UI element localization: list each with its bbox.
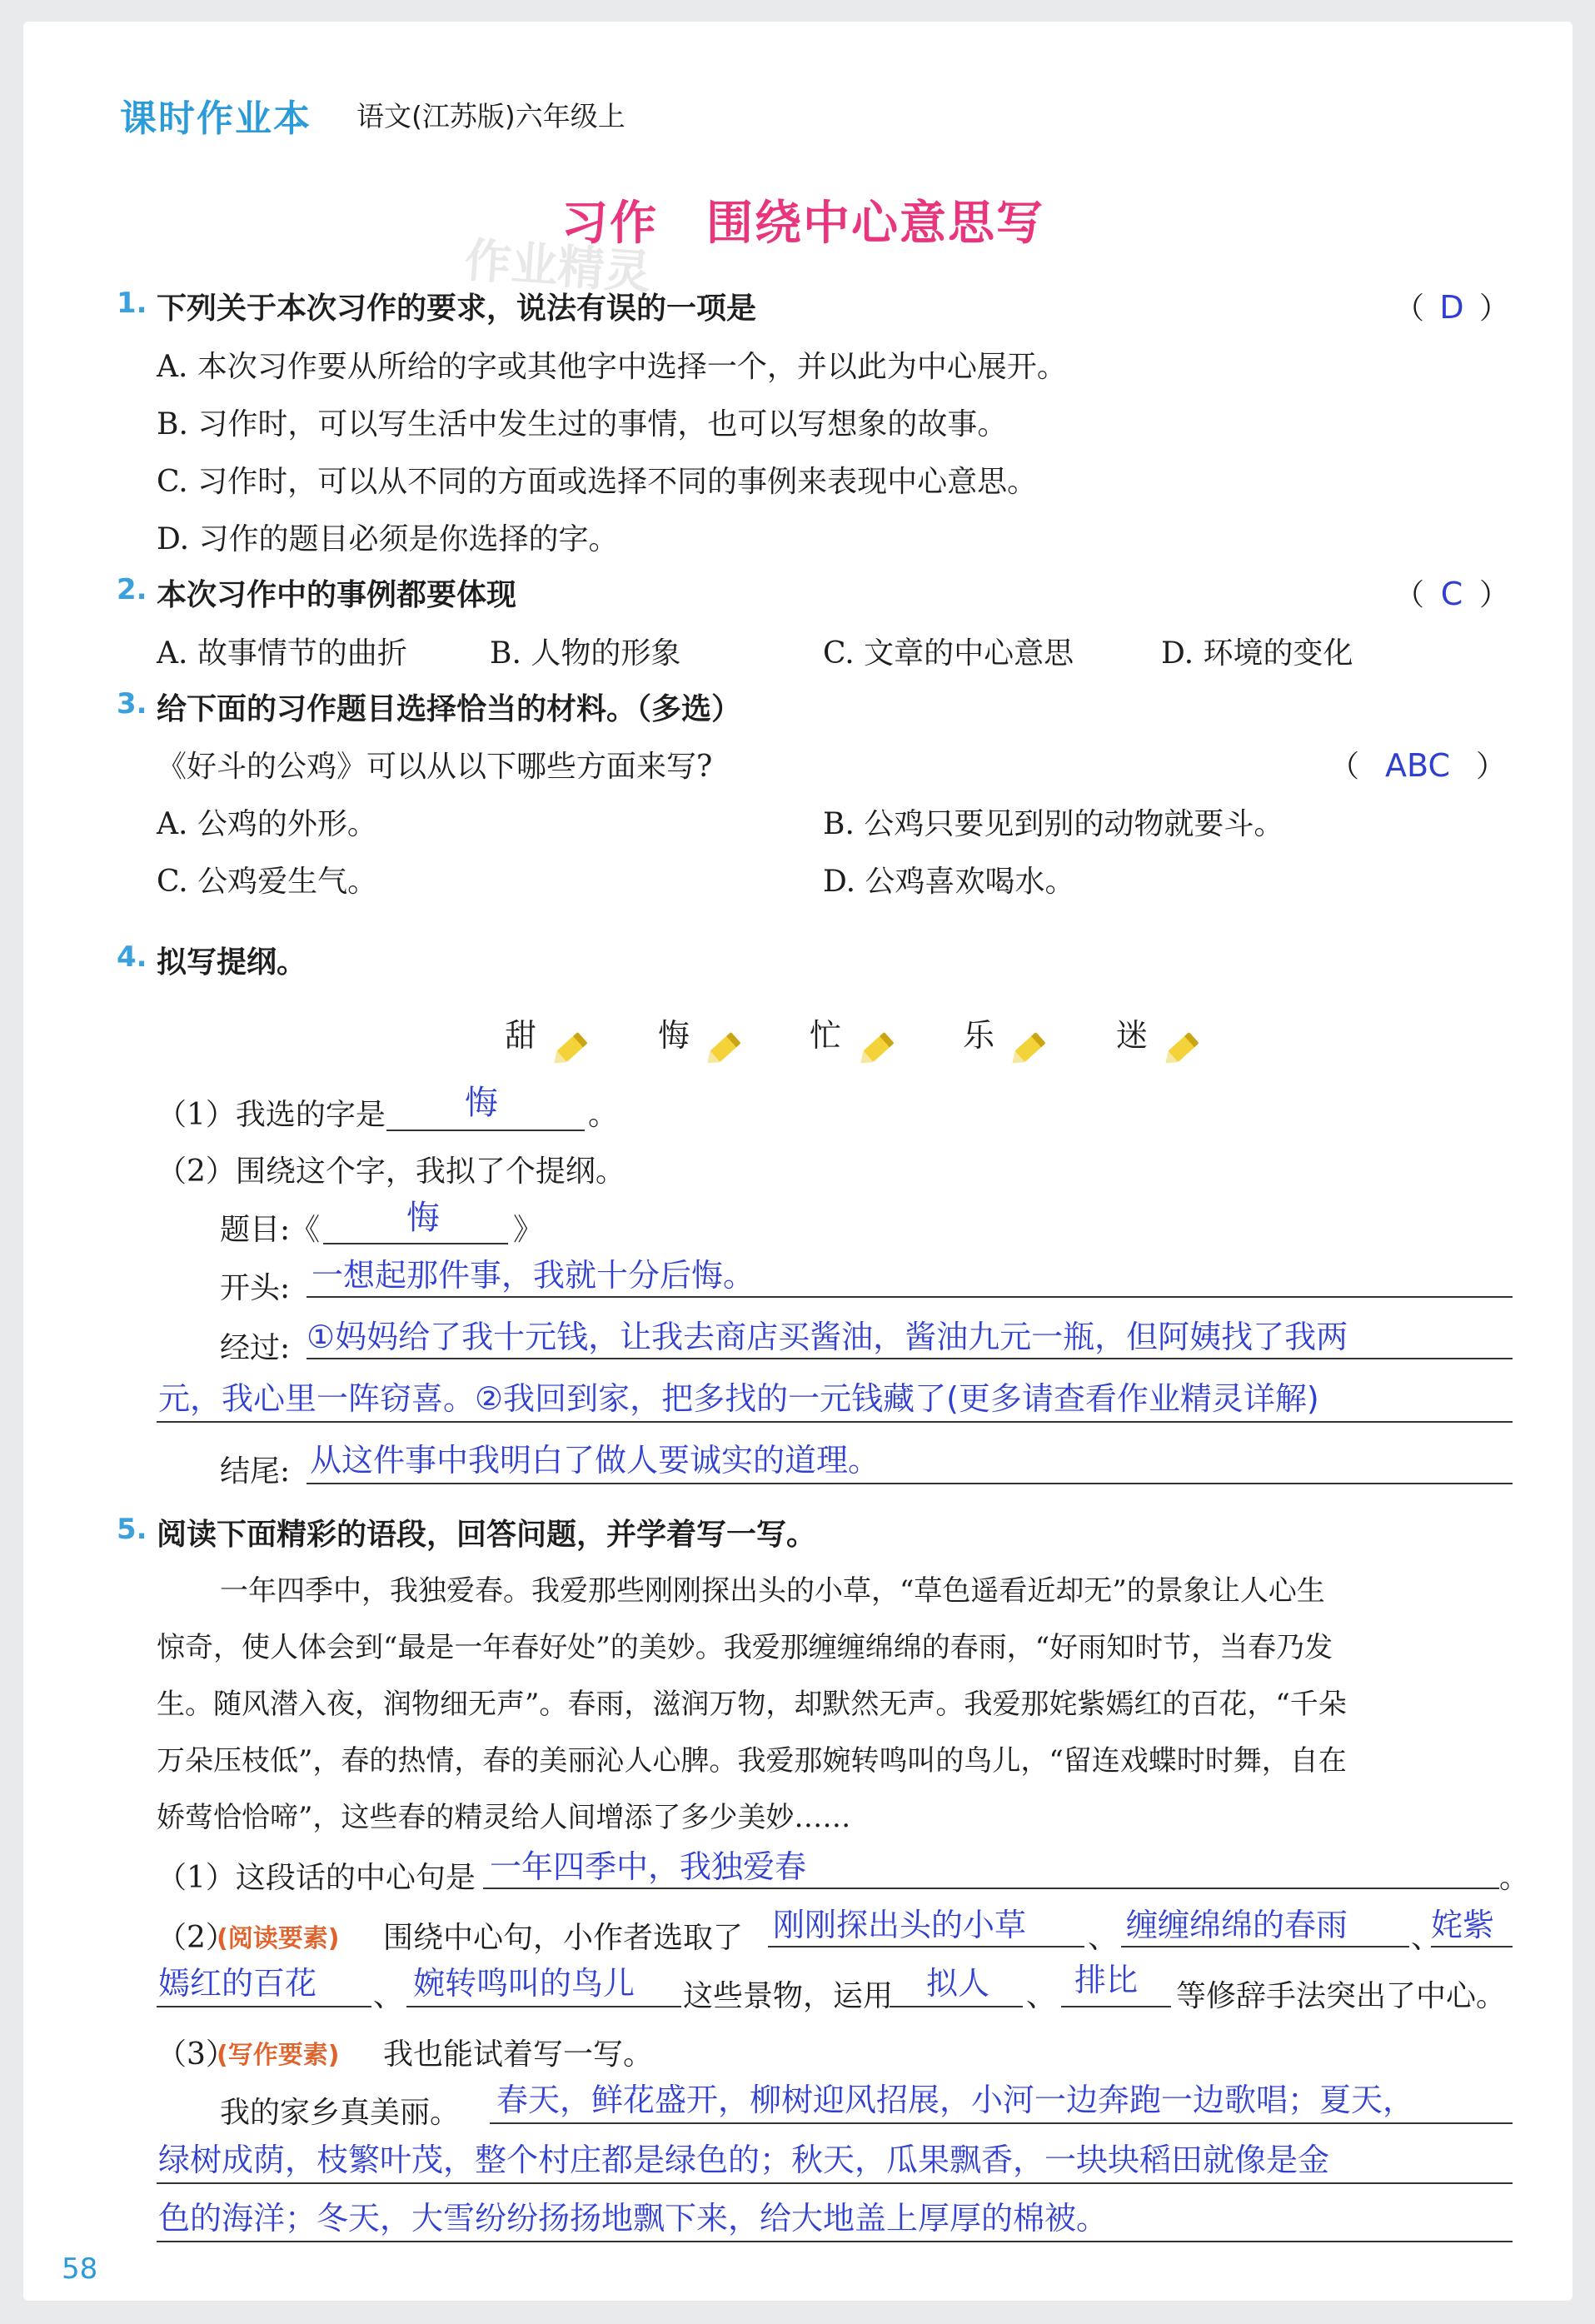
char-choice-4: 乐 (963, 1017, 995, 1054)
page-number: 58 (62, 2252, 98, 2286)
q5-part2-end: 等修辞手法突出了中心。 (1176, 1979, 1507, 2013)
blank-line (406, 2006, 681, 2007)
char-choice-5: 迷 (1116, 1017, 1149, 1054)
q5-part3-writing-line1: 春天，鲜花盛开，柳树迎风招展，小河一边奔跑一边歌唱；夏天， (496, 2082, 1415, 2118)
q3-answer-bracket: （ ABC ） (1329, 747, 1507, 784)
q2-answer: C (1440, 576, 1463, 612)
q3-stem: 给下面的习作题目选择恰当的材料。（多选） (157, 692, 742, 726)
q5-part3-lead: 我的家乡真美丽。 (220, 2096, 461, 2130)
blank-line (1121, 1946, 1409, 1947)
brand-title: 课时作业本 (120, 97, 312, 140)
blank-line (157, 2182, 1513, 2184)
q3-option-c: C. 公鸡爱生气。 (157, 865, 378, 899)
outline-opening-label: 开头: (220, 1271, 291, 1305)
pencil-icon (556, 1032, 587, 1062)
q3-option-b: B. 公鸡只要见到别的动物就要斗。 (823, 807, 1284, 841)
q5-part1-label: （1）这段话的中心句是 (157, 1861, 476, 1895)
blank-line (483, 1888, 1499, 1889)
watermark: 作业精灵 (462, 233, 653, 301)
blank-line (890, 2006, 1023, 2007)
q5-number: 5. (117, 1513, 147, 1546)
q2-option-c: C. 文章的中心意思 (823, 636, 1074, 671)
blank-line (307, 1483, 1513, 1484)
blank-line (157, 1421, 1513, 1423)
q5-part3-writing-line2: 绿树成荫，枝繁叶茂，整个村庄都是绿色的；秋天，瓜果飘香，一块块稻田就像是金 (158, 2142, 1330, 2178)
worksheet-page: 课时作业本 语文(江苏版)六年级上 习作 围绕中心意思写 作业精灵 1. 下列关于本次习作的要求，说法有误的一项是 （ D ） A. 本次习作要从所给的字或其他字中选择一个，并以此为中心展开。 B. 习作时，可以写生活中发生过的事情，也可以写想象的故事。 C. 习作时，可以从不同的方面或选择不同的事例来表现中心意思。 D. 习作的题目必须是你选择的字。 2. 本次习作中的事例都要体现 （ C ） A. 故事情节的曲折 B. 人物的形象 C. 文章的中心意思 D. 环境的变化 3. 给下面的习作题目选择恰当的材料。（多选） 《好斗的公鸡》可以从以下哪些方面来写? （ ABC ） A. 公鸡的外形。 B. 公鸡只要见到别的动物就要斗。 C. 公鸡爱生气。 D. 公鸡喜欢喝水。 4. 拟写提纲。 甜 悔 忙 乐 迷 （1）我选的字是 悔 。 （2）围绕这个字，我拟了个提纲。 题目:《 悔 》 开头: 一想起那件事，我就十分后悔。 经过: ①妈妈给了我十元钱，让我去商店买酱油，酱油九元一瓶，但阿姨找了我两 元，我心里一阵窃喜。②我回到家，把多找的一元钱藏了(更多请查看作业精灵详解) 结尾: 从这件事中我明白了做人要诚实的道理。 5. 阅读下面精彩的语段，回答问题，并学着写一写。 一年四季中，我独爱春。我爱那些刚刚探出头的小草，“草色遥看近却无”的景象让人心生 惊奇，使人体会到“最是一年春好处”的美妙。我爱那缠缠绵绵的春雨，“好雨知时节，当春乃发 生。随风潜入夜，润物细无声”。春雨，滋润万物，却默然无声。我爱那姹紫嫣红的百花，“千朵 万朵压枝低”，春的热情，春的美丽沁人心脾。我爱那婉转鸣叫的鸟儿，“留连戏蝶时时舞，自在 娇莺恰恰啼”，这些春的精灵给人间增添了多少美妙…… （1）这段话的中心句是 一年四季中，我独爱春 。 （2） (阅读要素) 围绕中心句，小作者选取了 刚刚探出头的小草 、 缠缠绵绵的春雨 、 姹紫 嫣红的百花 、 婉转鸣叫的鸟儿 这些景物，运用 拟人 、 排比 等修辞手法突出了中心。 （3） (写作要素) 我也能试着写一写。 我的家乡真美丽。 春天，鲜花盛开，柳树迎风招展，小河一边奔跑一边歌唱；夏天， 绿树成荫，枝繁叶茂，整个村庄都是绿色的；秋天，瓜果飘香，一块块稻田就像是金 色的海洋；冬天，大雪纷纷扬扬地飘下来，给大地盖上厚厚的棉被。 58 (23, 22, 1573, 2301)
q5-part2-text: 围绕中心句，小作者选取了 (383, 1921, 744, 1955)
q5-part3-text: 我也能试着写一写。 (383, 2037, 654, 2072)
q5-part3-prefix: （3） (157, 2037, 236, 2072)
q1-option-b: B. 习作时，可以写生活中发生过的事情，也可以写想象的故事。 (157, 407, 1008, 441)
char-choice-1: 甜 (505, 1017, 537, 1054)
outline-title-label: 题目:《 (220, 1213, 321, 1247)
pencil-icon (710, 1032, 740, 1062)
q3-answer: ABC (1385, 747, 1450, 784)
q4-part2-label: （2）围绕这个字，我拟了个提纲。 (157, 1155, 626, 1189)
blank-line (323, 1243, 508, 1244)
q2-option-a: A. 故事情节的曲折 (157, 636, 407, 671)
q5-part2-answer3-cont: 嫣红的百花 (158, 1965, 317, 2002)
q5-part2-answer5: 拟人 (926, 1965, 990, 2002)
page-title: 习作 围绕中心意思写 (561, 197, 1044, 251)
passage-line: 一年四季中，我独爱春。我爱那些刚刚探出头的小草，“草色遥看近却无”的景象让人心生 (220, 1574, 1325, 1608)
q5-part1-answer: 一年四季中，我独爱春 (490, 1848, 807, 1885)
blank-line (490, 2122, 1513, 2124)
q1-number: 1. (117, 287, 147, 320)
q2-number: 2. (117, 573, 147, 606)
q5-part2-mid: 这些景物，运用 (683, 1979, 894, 2013)
q3-subquestion: 《好斗的公鸡》可以从以下哪些方面来写? (157, 750, 713, 784)
outline-opening-answer: 一想起那件事，我就十分后悔。 (312, 1257, 755, 1294)
q5-part2-answer6: 排比 (1074, 1962, 1139, 1998)
passage-line: 惊奇，使人体会到“最是一年春好处”的美妙。我爱那缠缠绵绵的春雨，“好雨知时节，当春乃发 (157, 1631, 1333, 1664)
char-choice-2: 悔 (658, 1017, 690, 1054)
passage-line: 万朵压枝低”，春的热情，春的美丽沁人心脾。我爱那婉转鸣叫的鸟儿，“留连戏蝶时时舞，自在 (157, 1744, 1347, 1778)
q5-part3-writing-line3: 色的海洋；冬天，大雪纷纷扬扬地飘下来，给大地盖上厚厚的棉被。 (158, 2200, 1109, 2237)
q4-part1-answer: 悔 (465, 1084, 498, 1122)
q5-part2-answer2: 缠缠绵绵的春雨 (1126, 1907, 1348, 1943)
q5-part2-answer4: 婉转鸣叫的鸟儿 (413, 1965, 636, 2002)
q1-answer: D (1439, 289, 1464, 326)
pencil-icon (1168, 1032, 1199, 1062)
q2-stem: 本次习作中的事例都要体现 (157, 578, 517, 612)
outline-title-answer: 悔 (406, 1199, 440, 1237)
q5-part2-answer3: 姹紫 (1431, 1907, 1495, 1943)
q2-option-d: D. 环境的变化 (1161, 636, 1353, 671)
blank-line (307, 1358, 1513, 1359)
blank-line (1431, 1946, 1513, 1947)
q1-option-d: D. 习作的题目必须是你选择的字。 (157, 522, 619, 556)
blank-line (1061, 2006, 1171, 2007)
q2-option-b: B. 人物的形象 (490, 636, 681, 671)
blank-line (157, 2241, 1513, 2242)
q3-number: 3. (117, 687, 147, 721)
outline-process-line1: ①妈妈给了我十元钱，让我去商店买酱油，酱油九元一瓶，但阿姨找了我两 (307, 1319, 1348, 1355)
q3-option-d: D. 公鸡喜欢喝水。 (823, 865, 1075, 899)
q2-answer-bracket: （ C ） (1394, 576, 1510, 612)
q5-part2-prefix: （2） (157, 1921, 236, 1955)
q3-option-a: A. 公鸡的外形。 (157, 807, 377, 841)
passage-line: 生。随风潜入夜，润物细无声”。春雨，滋润万物，却默然无声。我爱那姹紫嫣红的百花，“千朵 (157, 1688, 1347, 1721)
blank-line (307, 1296, 1513, 1298)
q5-part2-answer1: 刚刚探出头的小草 (773, 1907, 1027, 1943)
passage-line: 娇莺恰恰啼”，这些春的精灵给人间增添了多少美妙…… (157, 1801, 851, 1834)
q4-stem: 拟写提纲。 (157, 945, 307, 980)
subject-label: 语文(江苏版)六年级上 (356, 100, 626, 132)
q4-number: 4. (117, 940, 147, 974)
outline-process-line2: 元，我心里一阵窃喜。②我回到家，把多找的一元钱藏了(更多请查看作业精灵详解) (158, 1380, 1319, 1417)
q1-option-a: A. 本次习作要从所给的字或其他字中选择一个，并以此为中心展开。 (157, 350, 1067, 384)
q1-answer-bracket: （ D ） (1394, 289, 1510, 326)
pencil-icon (1014, 1032, 1045, 1062)
q1-stem: 下列关于本次习作的要求，说法有误的一项是 (157, 292, 757, 326)
q1-option-c: C. 习作时，可以从不同的方面或选择不同的事例来表现中心意思。 (157, 465, 1038, 499)
writing-element-badge: (写作要素) (217, 2041, 340, 2070)
outline-process-label: 经过: (220, 1331, 291, 1365)
char-choice-3: 忙 (810, 1017, 842, 1054)
blank-line (157, 2006, 371, 2007)
blank-line (386, 1130, 585, 1131)
q4-part1-label: （1）我选的字是 (157, 1098, 386, 1132)
pencil-icon (863, 1032, 894, 1062)
q5-stem: 阅读下面精彩的语段，回答问题，并学着写一写。 (157, 1518, 817, 1552)
reading-element-badge: (阅读要素) (217, 1924, 340, 1953)
outline-ending-answer: 从这件事中我明白了做人要诚实的道理。 (310, 1442, 880, 1479)
outline-ending-label: 结尾: (220, 1454, 291, 1489)
blank-line (768, 1946, 1084, 1947)
